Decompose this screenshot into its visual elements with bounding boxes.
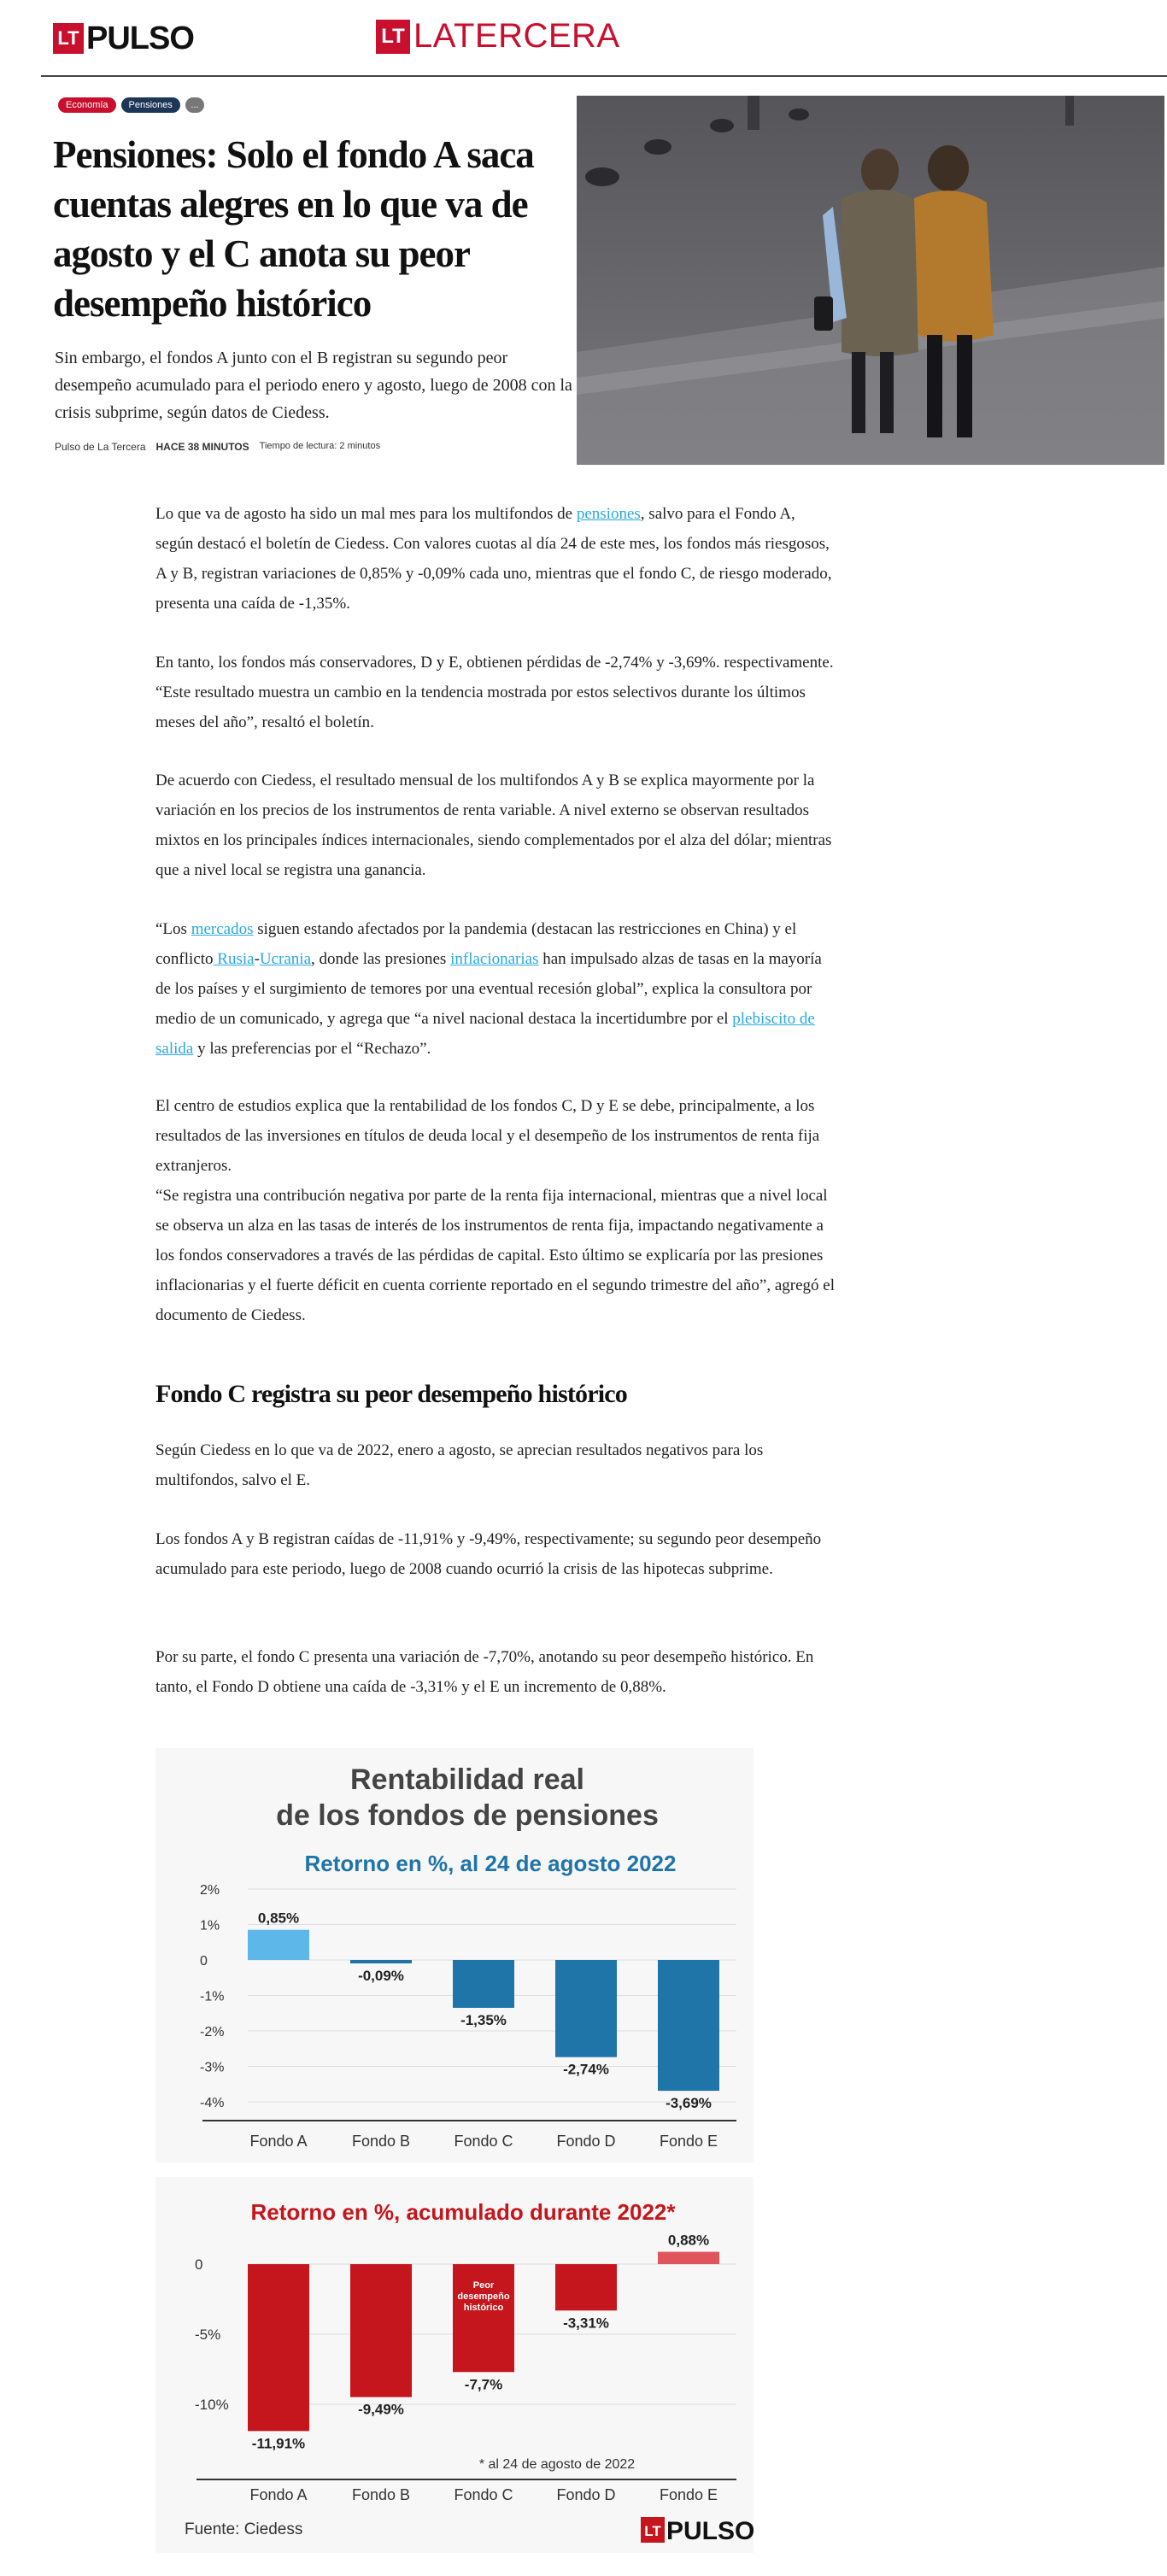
chart-1-subtitle: Retorno en %, al 24 de agosto 2022 (304, 1851, 677, 1876)
infographic-panel-2 (155, 2177, 754, 2553)
chart-1-ytick-label: 2% (200, 1883, 220, 1898)
article-paragraph-3: De acuerdo con Ciedess, el resultado mensual de los multifondos A y B se explica mayormente por la variación en los precios de los instrumentos de renta variable. A nivel externo se observan resultados mixtos en los principales índices internacionales, siendo complementados por el alza del dólar; mientras que a nivel local se registra una ganancia. (155, 772, 832, 879)
chart-2-data-label: -11,91% (251, 2435, 306, 2452)
chart-2-ytick-label: 0 (195, 2256, 203, 2273)
chart-2-data-label: -3,31% (563, 2315, 609, 2332)
chart-1-data-label: -3,69% (666, 2095, 712, 2112)
latercera-logo-text: LATERCERA (413, 17, 620, 55)
paragraph-text: Lo que va de agosto ha sido un mal mes para los multifondos de (155, 505, 577, 523)
byline-author[interactable]: Pulso de La Tercera (55, 441, 146, 453)
chart-2-category-label: Fondo C (454, 2486, 513, 2503)
article-paragraph-4 (155, 914, 835, 1064)
chart-2-bar (658, 2252, 719, 2264)
chart-2-ytick-label: -5% (195, 2327, 221, 2343)
infographic-panel-1 (155, 1748, 754, 2162)
chart-2-annotation: Peor (472, 2280, 495, 2291)
chart-2-annotation: desempeño (457, 2291, 510, 2302)
link-rusia[interactable]: Rusia (213, 950, 255, 968)
article-paragraph-7: Según Ciedess en lo que va de 2022, enero a agosto, se aprecian resultados negativos para los multifondos, salvo el E. (155, 1441, 764, 1489)
paragraph-text: siguen estando afectados por la pandemia (destacan las restricciones en China) y el conflicto (155, 920, 797, 968)
infographic-source: Fuente: Ciedess (185, 2520, 303, 2538)
chart-1-bar (658, 1960, 719, 2091)
chart-1-bar (350, 1960, 412, 1963)
link-pensiones[interactable]: pensiones (576, 505, 641, 523)
chart-2-category-label: Fondo E (659, 2486, 718, 2503)
link-mercados[interactable]: mercados (191, 920, 254, 938)
pulso-logo[interactable] (53, 21, 194, 56)
chart-2-category-label: Fondo D (556, 2486, 616, 2503)
infographic-logo-text: PULSO (666, 2517, 754, 2545)
chart-1-category-label: Fondo D (556, 2133, 616, 2150)
link-plebiscito-de-salida[interactable]: plebiscito de salida (155, 1010, 815, 1058)
chart-2-data-label: 0,88% (667, 2232, 710, 2249)
chart-1-category-label: Fondo B (351, 2133, 411, 2150)
pulso-logo-lt: LT (53, 23, 84, 54)
chart-2-category-label: Fondo A (249, 2486, 308, 2503)
infographic-logo-lt: LT (644, 2523, 661, 2539)
article-title: Pensiones: Solo el fondo A saca cuentas alegres en lo que va de agosto y el C anota su peor desempeño histórico (53, 133, 534, 325)
article-paragraph-5: El centro de estudios explica que la rentabilidad de los fondos C, D y E se debe, principalmente, a los resultados de las inversiones en títulos de deuda local y el desempeño de los instrumentos de renta fija extranjeros. (155, 1097, 820, 1175)
chart-2-footnote: * al 24 de agosto de 2022 (478, 2457, 636, 2472)
chart-2-data-label: -7,7% (464, 2376, 503, 2393)
chart-retorno-acumulado (155, 2177, 754, 2553)
article-paragraph-6: “Se registra una contribución negativa por parte de la renta fija internacional, mientras que a nivel local se observa un alza en las tasas de interés de los instrumentos de renta fija, impactando negativamente a los fondos conservadores a través de las pérdidas de capital. Esto último se explicaría por las presiones inflacionarias y el fuerte déficit en cuenta corriente reportado en el segundo trimestre del año”, agregó el documento de Ciedess. (155, 1187, 835, 1324)
chart-2-data-label: -9,49% (358, 2401, 404, 2418)
chart-1-ytick-label: -4% (200, 2096, 225, 2110)
pulso-logo-text: PULSO (86, 20, 194, 56)
chart-1-ytick-label: 0 (200, 1954, 208, 1969)
paragraph-text: - (254, 950, 260, 968)
byline (55, 441, 380, 453)
chart-1-category-label: Fondo A (249, 2133, 308, 2150)
latercera-logo[interactable] (376, 17, 620, 56)
byline-time: HACE 38 MINUTOS (155, 441, 249, 453)
article-dek: Sin embargo, el fondos A junto con el B registran su segundo peor desempeño acumulado para el periodo enero y agosto, luego de 2008 con la crisis subprime, según datos de Ciedess. (55, 349, 572, 422)
article-paragraph-8: Los fondos A y B registran caídas de -11,91% y -9,49%, respectivamente; su segundo peor desempeño acumulado para este periodo, luego de 2008 cuando ocurrió la crisis de las hipotecas subprime. (155, 1530, 822, 1578)
chart-1-ytick-label: -3% (200, 2060, 225, 2075)
infographic-title-line1: Rentabilidad real (350, 1763, 584, 1796)
paragraph-text: , salvo para el Fondo A, según destacó el boletín de Ciedess. Con valores cuotas al día 24 de este mes, los fondos más riesgosos, A y B, registran variaciones de 0,85% y -0,09% cada uno, mientras que el fondo C, de riesgo moderado, presenta una caída de -1,35%. (155, 505, 832, 613)
chart-1-category-label: Fondo C (454, 2133, 513, 2150)
chart-1-data-label: -2,74% (563, 2061, 609, 2078)
chart-retorno-agosto (155, 1748, 754, 2162)
paragraph-text: y las preferencias por el “Rechazo”. (193, 1040, 431, 1058)
chart-1-ytick-label: 1% (200, 1918, 220, 1933)
hero-photo-illustration (577, 96, 1164, 465)
paragraph-text: , donde las presiones (311, 950, 451, 968)
chart-2-annotation: histórico (463, 2303, 504, 2313)
article-subheading: Fondo C registra su peor desempeño histórico (155, 1380, 628, 1408)
chart-2-ytick-label: -10% (195, 2397, 229, 2413)
latercera-logo-lt: LT (376, 20, 410, 54)
chart-1-data-label: -1,35% (460, 2012, 507, 2029)
chart-1-category-label: Fondo E (659, 2133, 718, 2150)
article-paragraph-1 (155, 499, 835, 619)
chart-2-bar (350, 2264, 412, 2397)
link-inflacionarias[interactable]: inflacionarias (450, 950, 539, 968)
tag-more-button[interactable]: ... (185, 97, 204, 113)
infographic-title-line2: de los fondos de pensiones (276, 1799, 659, 1832)
chart-1-ytick-label: -2% (200, 2025, 225, 2039)
chart-2-category-label: Fondo B (351, 2486, 411, 2503)
hero-photo (577, 96, 1164, 465)
article-paragraph-9: Por su parte, el fondo C presenta una variación de -7,70%, anotando su peor desempeño histórico. En tanto, el Fondo D obtiene una caída de -3,31% y el E un incremento de 0,88%. (155, 1648, 814, 1696)
chart-2-bar (555, 2264, 617, 2310)
article-paragraph-2: En tanto, los fondos más conservadores, D y E, obtienen pérdidas de -2,74% y -3,69%. respectivamente. “Este resultado muestra un cambio en la tendencia mostrada por estos selectivos durante los últimos meses del año”, resaltó el boletín. (155, 654, 834, 731)
chart-1-bar (248, 1930, 309, 1960)
chart-1-ytick-label: -1% (200, 1989, 225, 2004)
chart-1-bars (248, 1910, 719, 2150)
link-ucrania[interactable]: Ucrania (259, 950, 312, 968)
chart-1-data-label: 0,85% (257, 1910, 300, 1927)
chart-2-subtitle: Retorno en %, acumulado durante 2022* (250, 2199, 676, 2225)
chart-2-bar (248, 2264, 309, 2431)
chart-1-data-label: -0,09% (358, 1968, 404, 1984)
byline-reading-time: Tiempo de lectura: 2 minutos (259, 441, 381, 451)
paragraph-text: “Los (155, 920, 191, 938)
tag-list (58, 97, 204, 113)
chart-1-bar (555, 1960, 617, 2057)
tag-economia[interactable]: Economía (58, 97, 116, 113)
paragraph-text: han impulsado alzas de tasas en la mayoría de los países y el surgimiento de temores por una eventual recesión global”, explica la consultora por medio de un comunicado, y agrega que “a nivel nacional destaca la incertidumbre por el (155, 950, 822, 1028)
chart-1-bar (453, 1960, 514, 2008)
tag-pensiones[interactable]: Pensiones (121, 97, 180, 113)
